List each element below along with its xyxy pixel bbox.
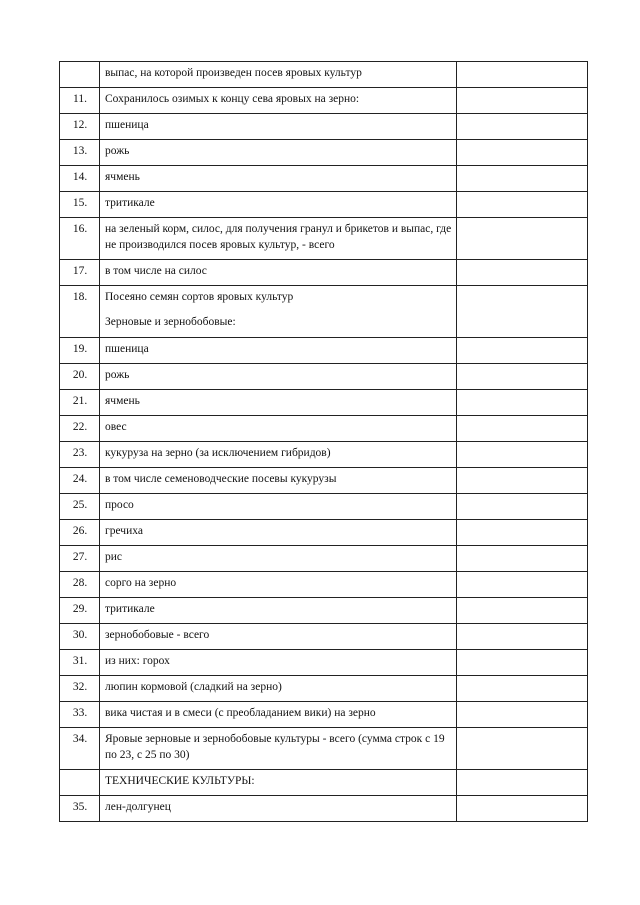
row-label-text: пшеница — [105, 119, 149, 131]
row-number-cell: 33. — [60, 702, 100, 728]
value-entry-cell[interactable] — [457, 114, 588, 140]
value-entry-cell[interactable] — [457, 494, 588, 520]
row-number-cell: 23. — [60, 442, 100, 468]
row-label-cell — [100, 796, 457, 822]
row-label-cell — [100, 702, 457, 728]
row-number-cell: 12. — [60, 114, 100, 140]
row-label-cell — [100, 546, 457, 572]
row-number-cell: 27. — [60, 546, 100, 572]
row-label-cell — [100, 88, 457, 114]
table-body — [60, 62, 588, 822]
row-number-cell: 24. — [60, 468, 100, 494]
table-row — [60, 114, 588, 140]
value-entry-cell[interactable] — [457, 572, 588, 598]
row-label-text: Яровые зерновые и зернобобовые культуры - всего (сумма строк с 19 по 23, с 25 по 30) — [105, 733, 445, 761]
row-label-text: рис — [105, 551, 123, 563]
value-entry-cell[interactable] — [457, 140, 588, 166]
table-row — [60, 572, 588, 598]
row-label-cell — [100, 140, 457, 166]
row-number-cell: 34. — [60, 728, 100, 770]
row-number-cell: 14. — [60, 166, 100, 192]
table-row — [60, 624, 588, 650]
row-label-cell — [100, 728, 457, 770]
row-label-cell — [100, 390, 457, 416]
row-label-text: тритикале — [105, 603, 155, 615]
row-label-cell — [100, 62, 457, 88]
value-entry-cell[interactable] — [457, 192, 588, 218]
row-label-text: лен-долгунец — [105, 801, 171, 813]
row-label-cell — [100, 192, 457, 218]
value-entry-cell[interactable] — [457, 624, 588, 650]
value-entry-cell[interactable] — [457, 468, 588, 494]
row-label-text: тритикале — [105, 197, 155, 209]
value-entry-cell[interactable] — [457, 770, 588, 796]
row-number-cell: 28. — [60, 572, 100, 598]
row-label-cell — [100, 676, 457, 702]
table-row — [60, 390, 588, 416]
table-row — [60, 286, 588, 338]
value-entry-cell[interactable] — [457, 364, 588, 390]
row-label-text: ячмень — [105, 395, 140, 407]
table-row — [60, 546, 588, 572]
row-number-cell: 25. — [60, 494, 100, 520]
row-number-cell: 19. — [60, 338, 100, 364]
table-row — [60, 338, 588, 364]
row-label-cell — [100, 520, 457, 546]
row-number-cell: 13. — [60, 140, 100, 166]
row-label-cell — [100, 260, 457, 286]
row-label-text: люпин кормовой (сладкий на зерно) — [105, 681, 282, 693]
row-label-cell — [100, 572, 457, 598]
row-label-text: ячмень — [105, 171, 140, 183]
table-row — [60, 494, 588, 520]
row-number-cell: 26. — [60, 520, 100, 546]
table-row — [60, 442, 588, 468]
row-number-cell: 17. — [60, 260, 100, 286]
row-number-cell: 11. — [60, 88, 100, 114]
row-label-text: зернобобовые - всего — [105, 629, 210, 641]
row-label-cell — [100, 114, 457, 140]
value-entry-cell[interactable] — [457, 676, 588, 702]
row-label-text: из них: горох — [105, 655, 170, 667]
value-entry-cell[interactable] — [457, 416, 588, 442]
table-row — [60, 88, 588, 114]
row-label-cell — [100, 494, 457, 520]
row-label-text: рожь — [105, 369, 130, 381]
row-label-text: выпас, на которой произведен посев яровых культур — [105, 67, 362, 79]
row-number-cell — [60, 62, 100, 88]
value-entry-cell[interactable] — [457, 62, 588, 88]
row-label-text: ТЕХНИЧЕСКИЕ КУЛЬТУРЫ: — [105, 775, 255, 787]
table-row — [60, 520, 588, 546]
table-row — [60, 598, 588, 624]
row-label-cell — [100, 650, 457, 676]
value-entry-cell[interactable] — [457, 650, 588, 676]
row-number-cell: 29. — [60, 598, 100, 624]
table-row — [60, 796, 588, 822]
value-entry-cell[interactable] — [457, 598, 588, 624]
row-label-cell — [100, 598, 457, 624]
data-form-table — [59, 61, 588, 822]
row-number-cell: 15. — [60, 192, 100, 218]
row-number-cell: 22. — [60, 416, 100, 442]
table-row — [60, 770, 588, 796]
value-entry-cell[interactable] — [457, 286, 588, 338]
value-entry-cell[interactable] — [457, 442, 588, 468]
table-row — [60, 218, 588, 260]
row-number-cell: 16. — [60, 218, 100, 260]
row-label-cell — [100, 338, 457, 364]
value-entry-cell[interactable] — [457, 390, 588, 416]
value-entry-cell[interactable] — [457, 338, 588, 364]
row-label-text: Посеяно семян сортов яровых культур — [105, 291, 294, 303]
table-row — [60, 728, 588, 770]
row-number-cell: 30. — [60, 624, 100, 650]
row-label-text: на зеленый корм, силос, для получения гранул и брикетов и выпас, где не производился посев яровых культур, - всего — [105, 223, 452, 251]
row-label-text: в том числе на силос — [105, 265, 207, 277]
table-row — [60, 702, 588, 728]
value-entry-cell[interactable] — [457, 728, 588, 770]
value-entry-cell[interactable] — [457, 166, 588, 192]
row-label-cell — [100, 166, 457, 192]
row-label-cell — [100, 468, 457, 494]
table-row — [60, 650, 588, 676]
row-label-cell — [100, 442, 457, 468]
row-number-cell: 20. — [60, 364, 100, 390]
table-row — [60, 364, 588, 390]
row-number-cell: 35. — [60, 796, 100, 822]
value-entry-cell[interactable] — [457, 702, 588, 728]
table-row — [60, 416, 588, 442]
row-label-cell — [100, 624, 457, 650]
table-row — [60, 192, 588, 218]
value-entry-cell[interactable] — [457, 520, 588, 546]
row-number-cell — [60, 770, 100, 796]
row-label-text: сорго на зерно — [105, 577, 177, 589]
row-label-text: вика чистая и в смеси (с преобладанием вики) на зерно — [105, 707, 376, 719]
row-label-cell — [100, 770, 457, 796]
row-number-cell: 31. — [60, 650, 100, 676]
row-label-text: Зерновые и зернобобовые: — [105, 315, 236, 328]
table-row — [60, 468, 588, 494]
table-row — [60, 676, 588, 702]
value-entry-cell[interactable] — [457, 796, 588, 822]
row-label-cell — [100, 286, 457, 338]
row-label-text: просо — [105, 499, 134, 511]
row-label-text: кукуруза на зерно (за исключением гибридов) — [105, 447, 331, 459]
row-label-text: в том числе семеноводческие посевы кукурузы — [105, 473, 337, 485]
table-row — [60, 260, 588, 286]
table-row — [60, 166, 588, 192]
row-number-cell: 21. — [60, 390, 100, 416]
row-label-text: овес — [105, 421, 127, 433]
row-label-cell — [100, 416, 457, 442]
row-label-text: рожь — [105, 145, 130, 157]
row-label-text: пшеница — [105, 343, 149, 355]
row-number-cell: 32. — [60, 676, 100, 702]
value-entry-cell[interactable] — [457, 218, 588, 260]
row-label-text: Сохранилось озимых к концу сева яровых на зерно: — [105, 93, 360, 105]
row-label-cell — [100, 364, 457, 390]
value-entry-cell[interactable] — [457, 260, 588, 286]
row-label-cell — [100, 218, 457, 260]
value-entry-cell[interactable] — [457, 546, 588, 572]
table-row — [60, 62, 588, 88]
value-entry-cell[interactable] — [457, 88, 588, 114]
row-label-text: гречиха — [105, 525, 143, 537]
row-number-cell: 18. — [60, 286, 100, 338]
table-row — [60, 140, 588, 166]
